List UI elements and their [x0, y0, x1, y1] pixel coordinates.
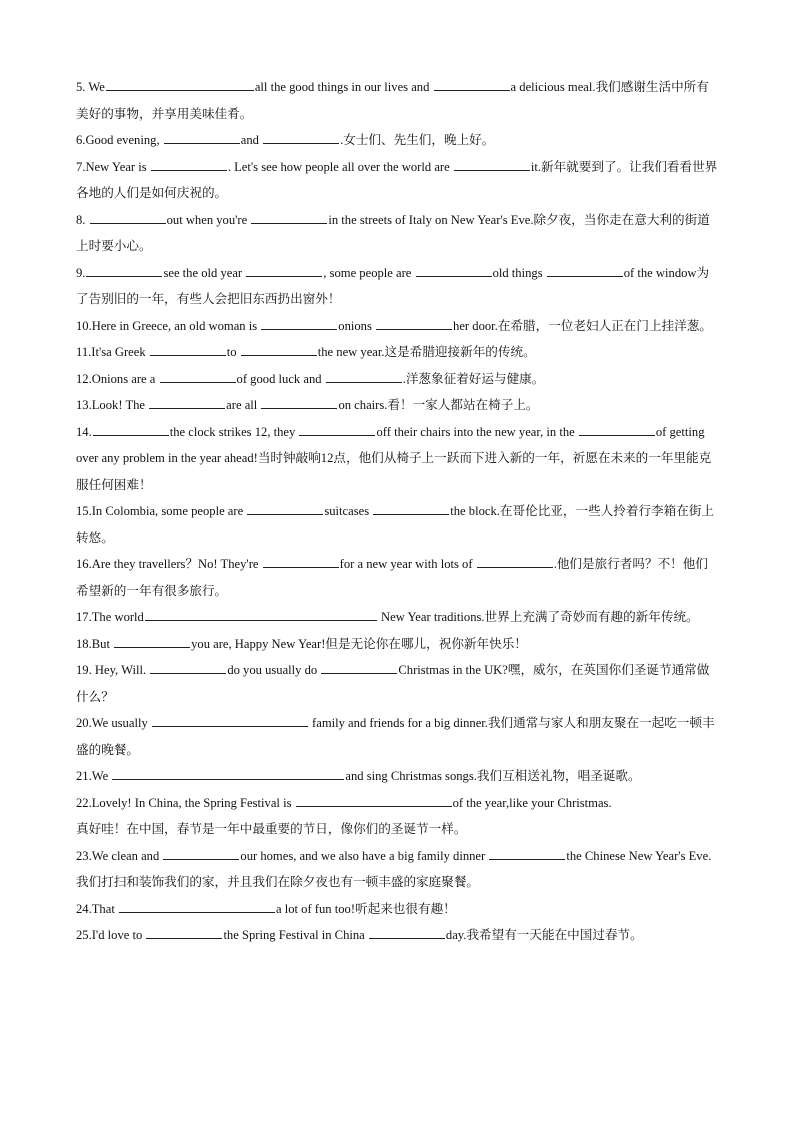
answer-blank[interactable]: [112, 767, 344, 780]
item-text: a lot of fun too!听起来也很有趣！: [275, 901, 456, 916]
item-text: 8.: [76, 212, 89, 227]
item-text: old things: [492, 265, 546, 280]
item-text: on chairs.看！一家人都站在椅子上。: [338, 398, 539, 412]
answer-blank[interactable]: [477, 555, 553, 568]
item-text: 14.: [76, 424, 92, 439]
answer-blank[interactable]: [146, 926, 222, 939]
exercise-item: [76, 498, 720, 551]
answer-blank[interactable]: [299, 423, 375, 436]
answer-blank[interactable]: [119, 900, 275, 913]
exercise-item: [76, 339, 720, 366]
answer-blank[interactable]: [145, 608, 377, 621]
answer-blank[interactable]: [150, 661, 226, 674]
item-text: the clock strikes 12, they: [169, 424, 299, 439]
exercise-item: [76, 657, 720, 710]
item-text: 20.We usually: [76, 716, 151, 730]
exercise-sheet: [76, 74, 720, 949]
answer-blank[interactable]: [376, 317, 452, 330]
item-text: all the good things in our lives and: [254, 80, 433, 94]
answer-blank[interactable]: [151, 158, 227, 171]
item-text: .洋葱象征着好运与健康。: [402, 371, 545, 386]
item-text: 13.Look! The: [76, 398, 149, 412]
item-text: . Let's see how people all over the world are: [227, 159, 453, 174]
item-text: of getting over any problem in the year ahead!当时钟敲响12点，他们从椅子上一跃而下进入新的一年，祈愿在未来的一年里能克服任何困难！: [76, 424, 712, 492]
answer-blank[interactable]: [261, 317, 337, 330]
item-text: the block.在哥伦比亚，一些人拎着行李箱在街上转悠。: [76, 504, 715, 545]
answer-blank[interactable]: [373, 502, 449, 515]
item-text: 18.But: [76, 636, 114, 651]
exercise-item: [76, 419, 720, 499]
item-text: 6.Good evening,: [76, 133, 163, 147]
answer-blank[interactable]: [296, 794, 452, 807]
answer-blank[interactable]: [241, 343, 317, 356]
item-text: out when you're: [166, 212, 251, 227]
item-text: and sing Christmas songs.我们互相送礼物，唱圣诞歌。: [345, 769, 641, 783]
item-text: of the window为了告别旧的一年，有些人会把旧东西扔出窗外！: [76, 265, 710, 306]
item-text: our homes, and we also have a big family dinner: [240, 848, 489, 863]
item-text: do you usually do: [227, 663, 321, 677]
exercise-item: [76, 843, 720, 896]
item-text: for a new year with lots of: [339, 557, 476, 571]
item-text: , some people are: [323, 265, 415, 280]
item-text: 12.Onions are a: [76, 371, 159, 386]
item-text: the Spring Festival in China: [223, 928, 368, 942]
answer-blank[interactable]: [261, 396, 337, 409]
item-text: are all: [226, 398, 261, 412]
item-text: 16.Are they travellers？No! They're: [76, 557, 262, 571]
answer-blank[interactable]: [369, 926, 445, 939]
answer-blank[interactable]: [434, 78, 510, 91]
item-text: of good luck and: [236, 371, 325, 386]
item-text: 11.It'sa Greek: [76, 345, 149, 359]
answer-blank[interactable]: [321, 661, 397, 674]
answer-blank[interactable]: [326, 370, 402, 383]
answer-blank[interactable]: [416, 264, 492, 277]
exercise-item: [76, 392, 720, 419]
item-text: 7.New Year is: [76, 159, 150, 174]
item-text: New Year traditions.世界上充满了奇妙而有趣的新年传统。: [377, 610, 699, 624]
answer-blank[interactable]: [246, 264, 322, 277]
exercise-item: [76, 763, 720, 790]
answer-blank[interactable]: [106, 78, 254, 91]
answer-blank[interactable]: [454, 158, 530, 171]
item-text: it.新年就要到了。让我们看看世界各地的人们是如何庆祝的。: [76, 159, 718, 200]
answer-blank[interactable]: [160, 370, 236, 383]
answer-blank[interactable]: [263, 131, 339, 144]
item-text: 9.: [76, 265, 86, 280]
item-text: of the year,like your Christmas.: [452, 795, 612, 810]
exercise-item: [76, 207, 720, 260]
item-text: 15.In Colombia, some people are: [76, 504, 247, 518]
answer-blank[interactable]: [489, 847, 565, 860]
answer-blank[interactable]: [164, 131, 240, 144]
item-text: 24.That: [76, 901, 118, 916]
exercise-item: [76, 313, 720, 340]
item-text: in the streets of Italy on New Year's Eve.除夕夜，当你走在意大利的街道上时要小心。: [76, 212, 710, 253]
exercise-item: [76, 551, 720, 604]
answer-blank[interactable]: [579, 423, 655, 436]
exercise-item: [76, 790, 720, 843]
exercise-item: [76, 366, 720, 393]
answer-blank[interactable]: [114, 635, 190, 648]
item-text: 真好哇！在中国，春节是一年中最重要的节日，像你们的圣诞节一样。: [76, 822, 467, 836]
item-text: a delicious meal.我们感谢生活中所有美好的事物，并享用美味佳肴。: [76, 80, 709, 121]
answer-blank[interactable]: [163, 847, 239, 860]
answer-blank[interactable]: [86, 264, 162, 277]
exercise-item: [76, 604, 720, 631]
answer-blank[interactable]: [93, 423, 169, 436]
item-text: onions: [338, 318, 376, 333]
item-text: off their chairs into the new year, in the: [376, 424, 578, 439]
item-text: .他们是旅行者吗？不！他们希望新的一年有很多旅行。: [76, 557, 708, 598]
exercise-item: [76, 631, 720, 658]
exercise-item: [76, 922, 720, 949]
item-text: and: [240, 133, 263, 147]
item-text: 22.Lovely! In China, the Spring Festival is: [76, 795, 295, 810]
answer-blank[interactable]: [547, 264, 623, 277]
exercise-item: [76, 74, 720, 127]
item-text: family and friends for a big dinner.我们通常与家人和朋友聚在一起吃一顿丰盛的晚餐。: [76, 716, 715, 757]
exercise-item: [76, 710, 720, 763]
exercise-item: [76, 260, 720, 313]
item-text: 17.The world: [76, 610, 144, 624]
item-text: .女士们、先生们，晚上好。: [340, 133, 495, 147]
answer-blank[interactable]: [247, 502, 323, 515]
exercise-item: [76, 127, 720, 154]
item-text: 我们打扫和装饰我们的家，并且我们在除夕夜也有一顿丰盛的家庭聚餐。: [76, 875, 479, 889]
answer-blank[interactable]: [90, 211, 166, 224]
item-text: her door.在希腊，一位老妇人正在门上挂洋葱。: [453, 318, 712, 333]
exercise-item: [76, 896, 720, 923]
item-text: 5. We: [76, 80, 105, 94]
item-text: see the old year: [163, 265, 246, 280]
item-text: the Chinese New Year's Eve.: [566, 848, 712, 863]
item-text: 10.Here in Greece, an old woman is: [76, 318, 261, 333]
item-text: suitcases: [324, 504, 373, 518]
item-text: 25.I'd love to: [76, 928, 146, 942]
item-text: 23.We clean and: [76, 848, 163, 863]
answer-blank[interactable]: [149, 396, 225, 409]
item-text: the new year.这是希腊迎接新年的传统。: [317, 345, 536, 359]
item-text: day.我希望有一天能在中国过春节。: [445, 928, 643, 942]
exercise-item: [76, 154, 720, 207]
answer-blank[interactable]: [263, 555, 339, 568]
item-text: 21.We: [76, 769, 112, 783]
answer-blank[interactable]: [150, 343, 226, 356]
item-text: to: [226, 345, 240, 359]
item-text: Christmas in the UK?嘿，威尔，在英国你们圣诞节通常做什么？: [76, 663, 710, 704]
item-text: you are, Happy New Year!但是无论你在哪儿，祝你新年快乐！: [191, 636, 527, 651]
answer-blank[interactable]: [152, 714, 308, 727]
answer-blank[interactable]: [251, 211, 327, 224]
item-text: 19. Hey, Will.: [76, 663, 150, 677]
